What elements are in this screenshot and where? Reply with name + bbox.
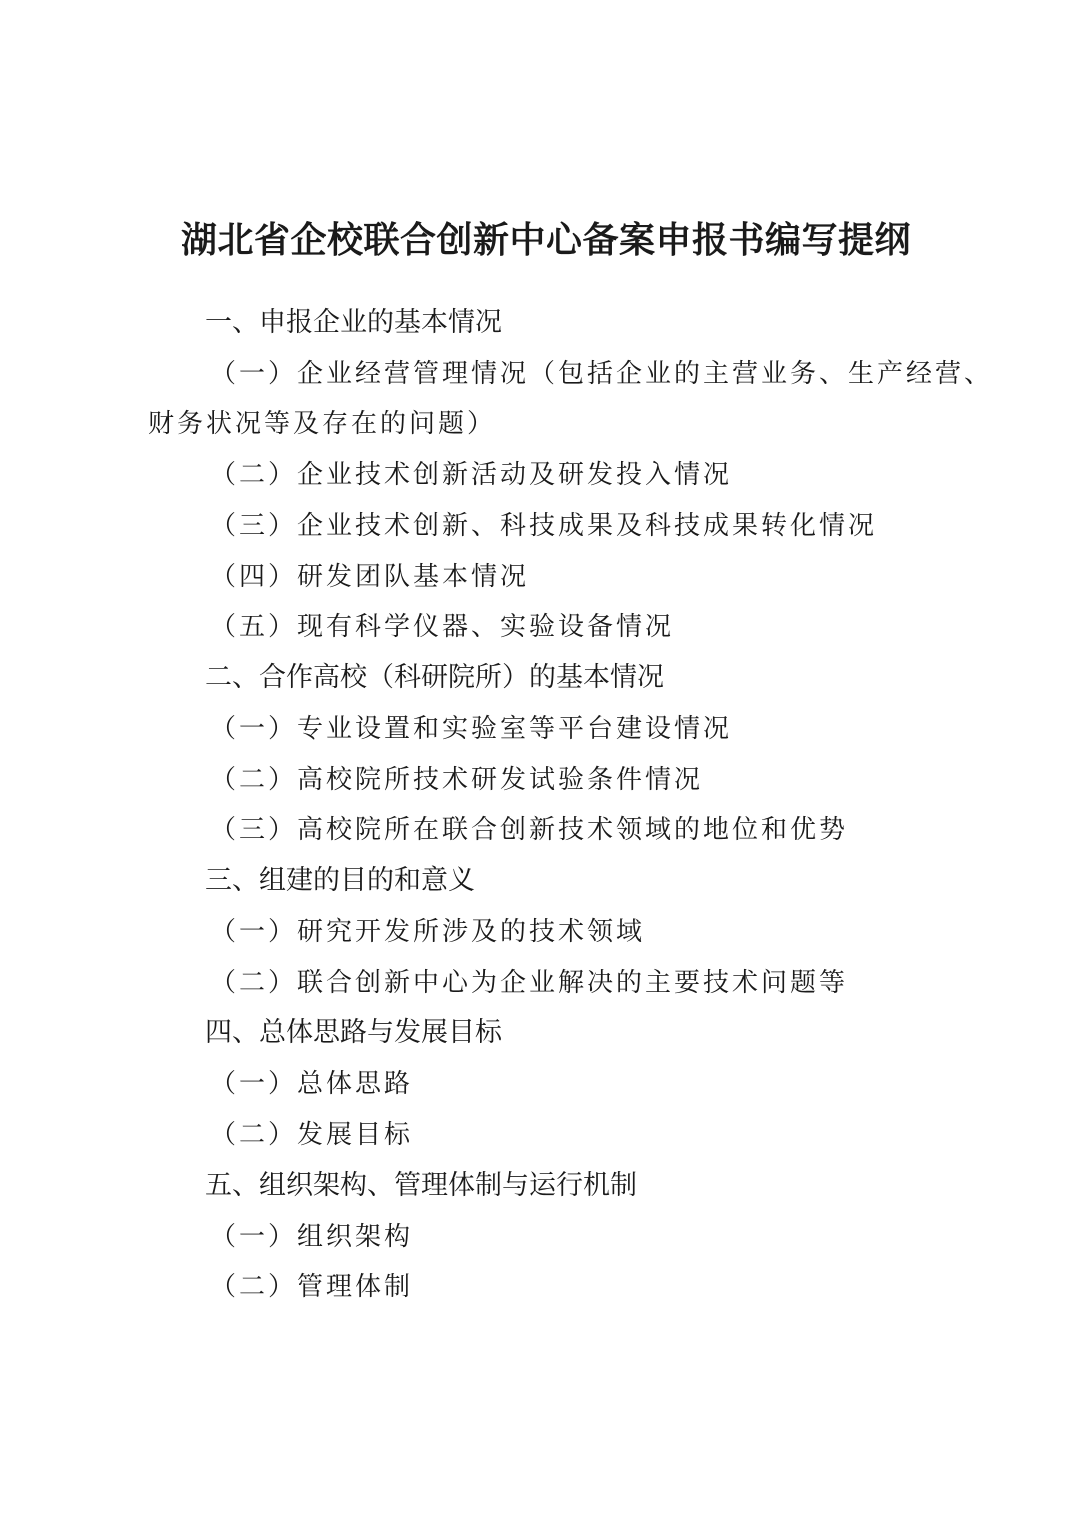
sub-item-1-1-continuation: 财务状况等及存在的问题） xyxy=(148,409,497,439)
section-heading-5: 五、组织架构、管理体制与运行机制 xyxy=(205,1170,637,1201)
sub-item-5-2: （二）管理体制 xyxy=(210,1272,414,1302)
section-heading-2: 二、合作高校（科研院所）的基本情况 xyxy=(205,662,664,693)
sub-item-2-1: （一）专业设置和实验室等平台建设情况 xyxy=(210,714,733,744)
sub-item-1-3: （三）企业技术创新、科技成果及科技成果转化情况 xyxy=(210,511,878,541)
sub-item-1-2: （二）企业技术创新活动及研发投入情况 xyxy=(210,460,733,490)
sub-item-1-5: （五）现有科学仪器、实验设备情况 xyxy=(210,612,675,642)
sub-item-2-2: （二）高校院所技术研发试验条件情况 xyxy=(210,765,704,795)
sub-item-3-2: （二）联合创新中心为企业解决的主要技术问题等 xyxy=(210,968,849,998)
sub-item-2-3: （三）高校院所在联合创新技术领域的地位和优势 xyxy=(210,815,849,845)
sub-item-1-4: （四）研发团队基本情况 xyxy=(210,562,530,592)
sub-item-5-1: （一）组织架构 xyxy=(210,1222,414,1252)
sub-item-3-1: （一）研究开发所涉及的技术领域 xyxy=(210,917,646,947)
section-heading-1: 一、申报企业的基本情况 xyxy=(205,307,502,338)
sub-item-4-2: （二）发展目标 xyxy=(210,1120,414,1150)
sub-item-1-1: （一）企业经营管理情况（包括企业的主营业务、生产经营、 xyxy=(210,359,994,389)
sub-item-4-1: （一）总体思路 xyxy=(210,1069,414,1099)
section-heading-4: 四、总体思路与发展目标 xyxy=(205,1017,502,1048)
section-heading-3: 三、组建的目的和意义 xyxy=(205,865,475,896)
document-title: 湖北省企校联合创新中心备案申报书编写提纲 xyxy=(180,220,911,262)
